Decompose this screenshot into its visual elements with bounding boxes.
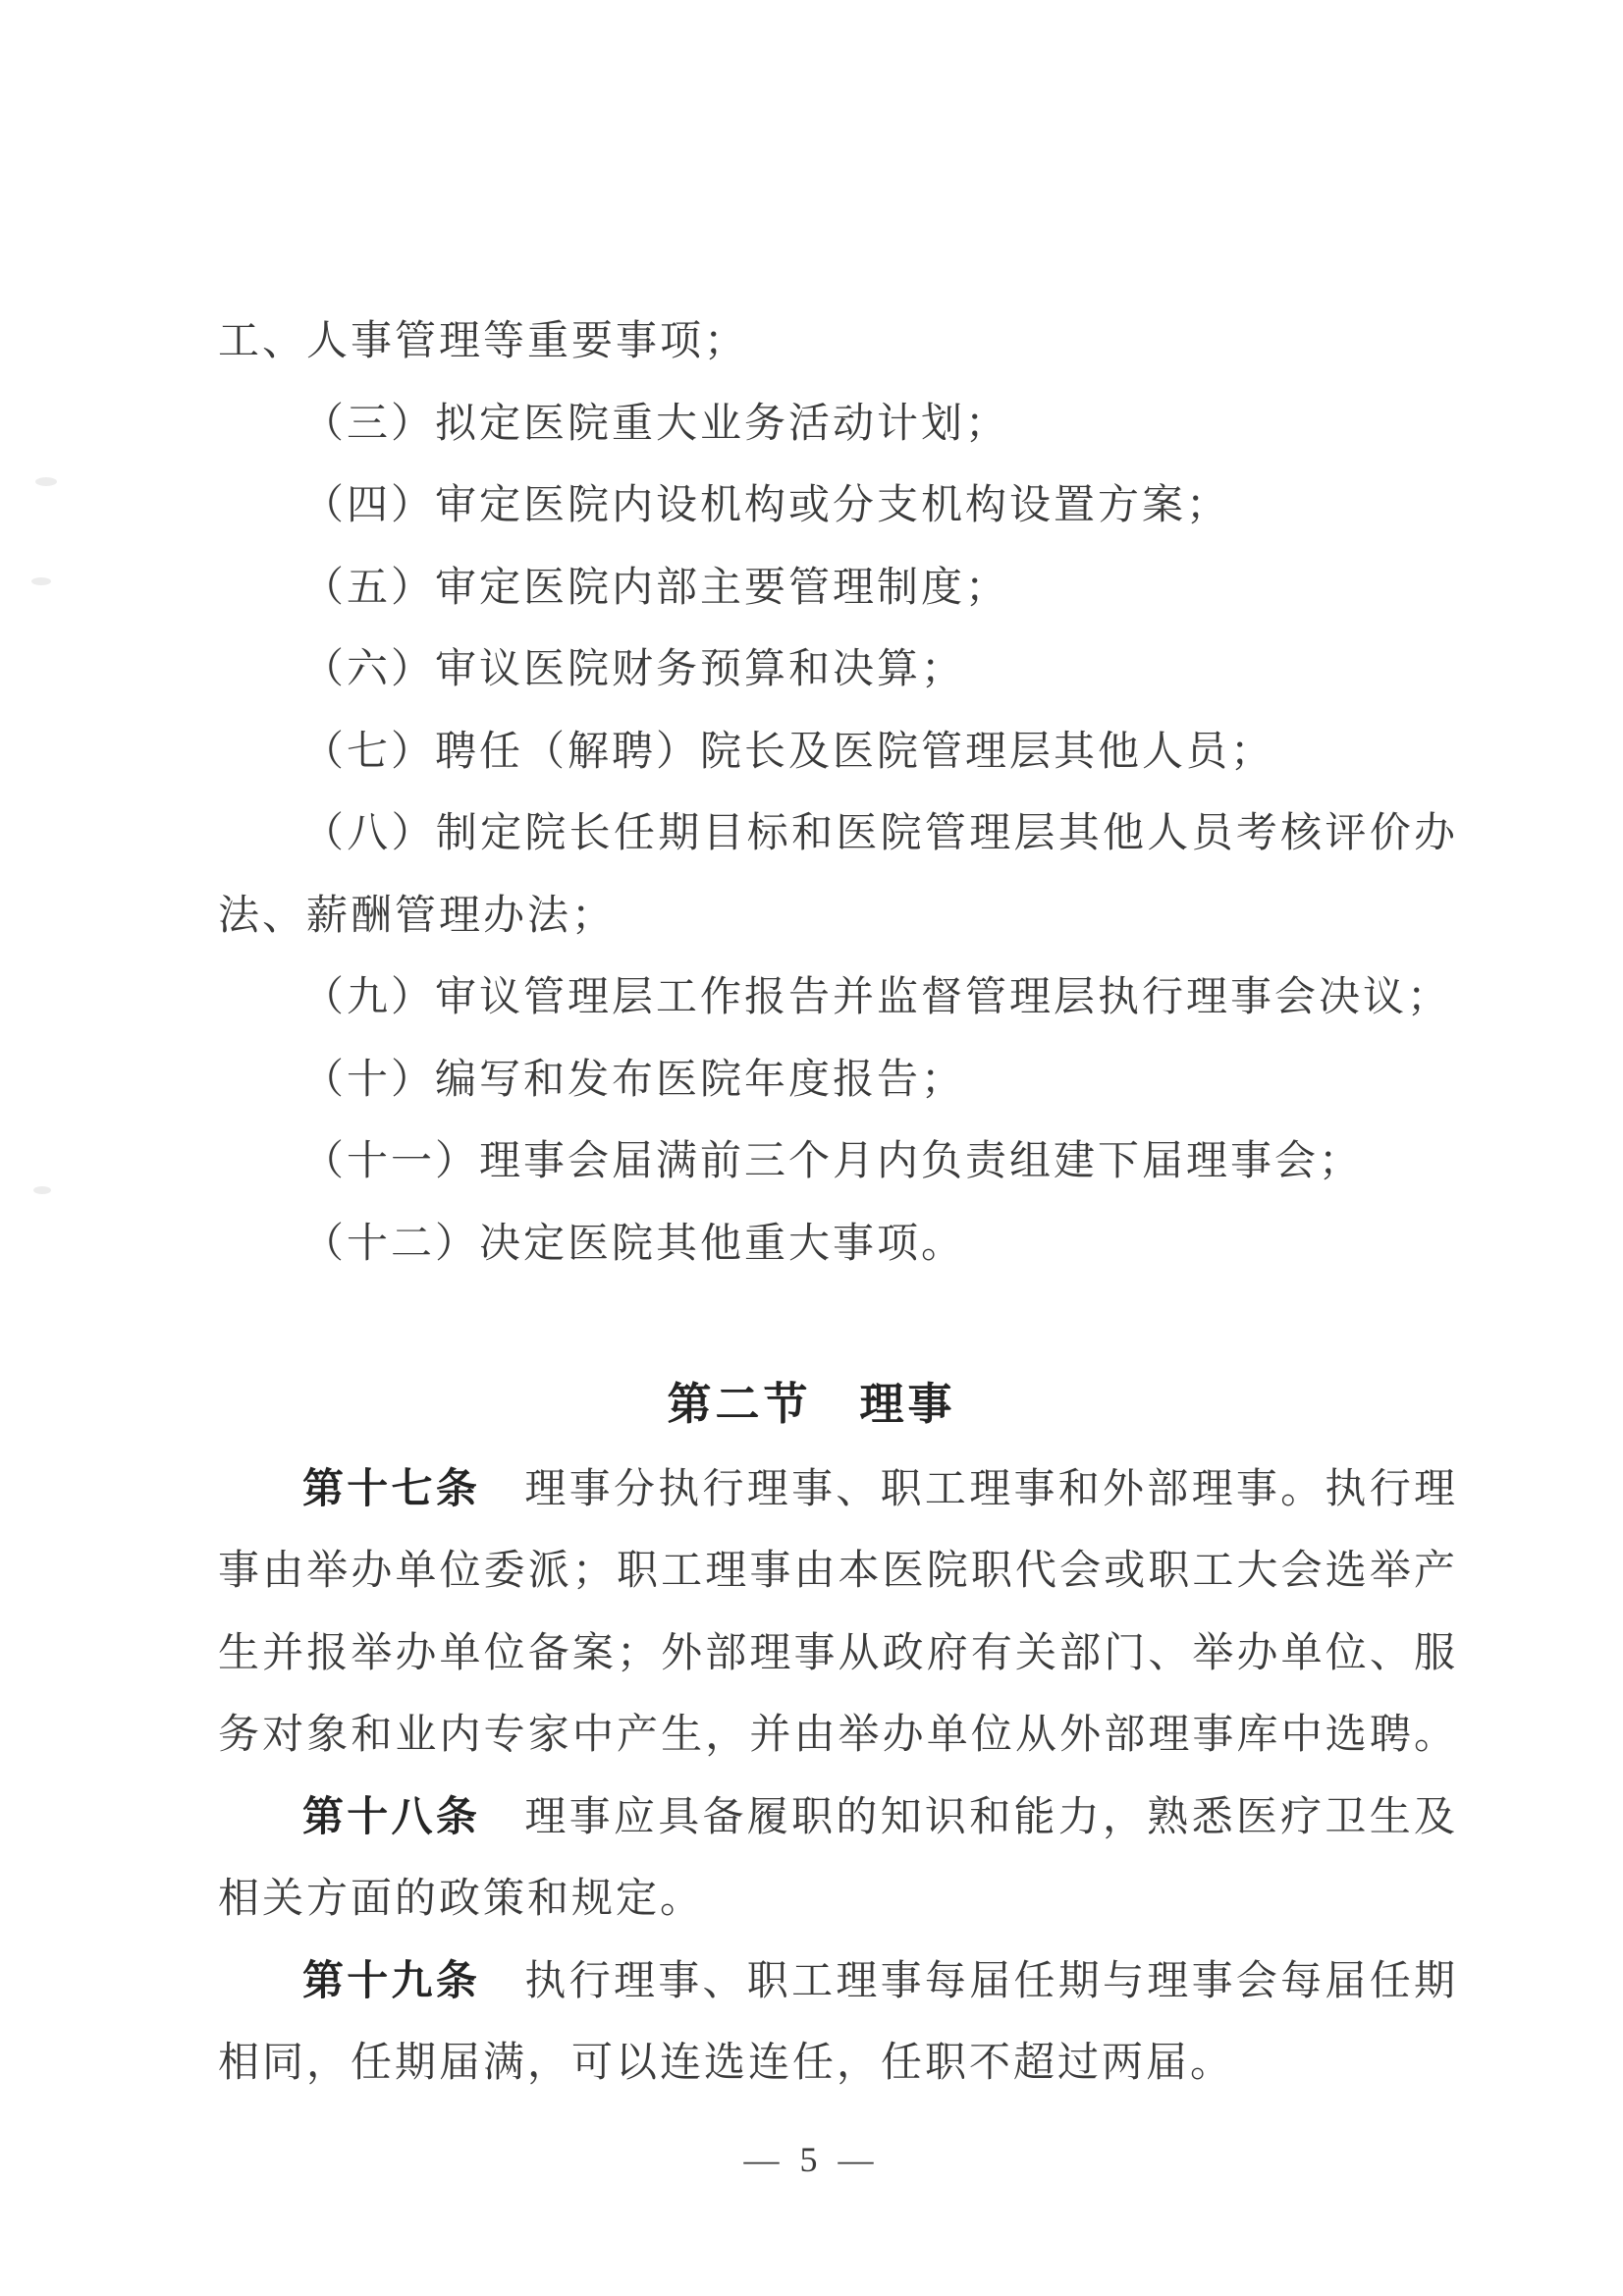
text-line bbox=[218, 558, 1455, 619]
text-segment: （七）聘任（解聘）院长及医院管理层其他人员； bbox=[302, 730, 1275, 775]
text-segment: 执行理事、职工理事每届任期与理事会每届任期 bbox=[480, 1959, 1455, 2004]
text-line bbox=[218, 803, 1455, 864]
text-segment: 生并报举办单位备案；外部理事从政府有关部门、举办单位、服 bbox=[218, 1631, 1455, 1676]
section-heading: 第二节 理事 bbox=[667, 1380, 956, 1429]
text-line bbox=[218, 1705, 1455, 1766]
text-line bbox=[218, 886, 1455, 947]
text-line bbox=[218, 1131, 1455, 1192]
text-line bbox=[218, 722, 1455, 783]
text-segment: （六）审议医院财务预算和决算； bbox=[302, 647, 966, 692]
text-line bbox=[218, 967, 1455, 1028]
text-line bbox=[218, 475, 1455, 536]
text-line bbox=[218, 1869, 1455, 1930]
scan-artifact bbox=[35, 477, 57, 486]
text-line bbox=[218, 1541, 1455, 1602]
text-segment: 务对象和业内专家中产生，并由举办单位从外部理事库中选聘。 bbox=[218, 1713, 1455, 1758]
scan-artifact bbox=[31, 577, 51, 585]
text-line bbox=[218, 1214, 1455, 1275]
text-line bbox=[218, 1951, 1455, 2012]
text-segment: （三）拟定医院重大业务活动计划； bbox=[302, 402, 1010, 447]
text-line bbox=[218, 1459, 1455, 1520]
text-segment: 理事应具备履职的知识和能力，熟悉医疗卫生及 bbox=[480, 1795, 1455, 1840]
text-segment: （十一）理事会届满前三个月内负责组建下届理事会； bbox=[302, 1139, 1364, 1184]
text-line bbox=[218, 311, 1455, 372]
text-segment: （十二）决定医院其他重大事项。 bbox=[302, 1222, 966, 1267]
text-line bbox=[218, 2033, 1455, 2094]
article-number: 第十九条 bbox=[302, 1959, 481, 2004]
article-number: 第十七条 bbox=[302, 1467, 481, 1512]
text-segment: 相关方面的政策和规定。 bbox=[218, 1877, 705, 1922]
text-segment: 理事分执行理事、职工理事和外部理事。执行理 bbox=[480, 1467, 1455, 1512]
text-segment: 相同，任期届满，可以连选连任，任职不超过两届。 bbox=[218, 2041, 1235, 2086]
article-number: 第十八条 bbox=[302, 1795, 481, 1840]
text-segment: （五）审定医院内部主要管理制度； bbox=[302, 566, 1010, 611]
text-segment: （九）审议管理层工作报告并监督管理层执行理事会决议； bbox=[302, 975, 1452, 1020]
text-segment: （四）审定医院内设机构或分支机构设置方案； bbox=[302, 483, 1231, 528]
scan-artifact bbox=[33, 1186, 51, 1194]
text-line bbox=[218, 1787, 1455, 1848]
text-line bbox=[218, 1623, 1455, 1684]
text-line bbox=[218, 639, 1455, 700]
text-line bbox=[218, 394, 1455, 455]
text-segment: （八）制定院长任期目标和医院管理层其他人员考核评价办 bbox=[302, 811, 1455, 856]
text-segment: 法、薪酬管理办法； bbox=[218, 894, 617, 939]
text-segment: （十）编写和发布医院年度报告； bbox=[302, 1058, 966, 1103]
text-segment: 工、人事管理等重要事项； bbox=[218, 319, 749, 364]
page-number: — 5 — bbox=[743, 2140, 880, 2179]
text-line bbox=[218, 1050, 1455, 1111]
text-segment: 事由举办单位委派；职工理事由本医院职代会或职工大会选举产 bbox=[218, 1549, 1455, 1594]
